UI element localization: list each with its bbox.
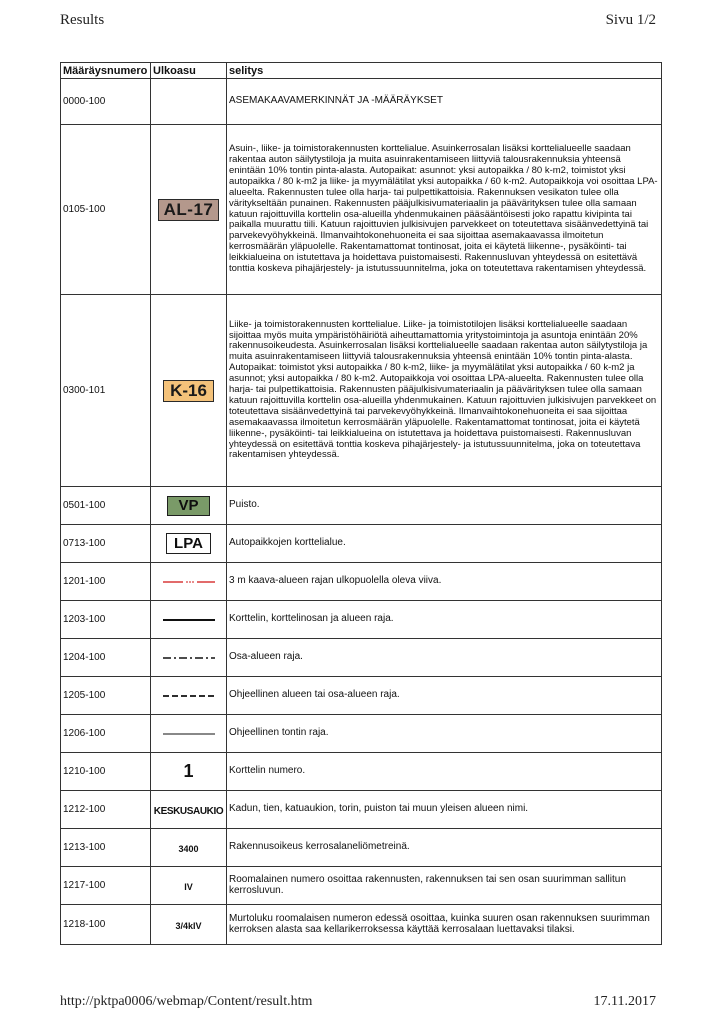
table-row bbox=[61, 601, 662, 639]
table-row bbox=[61, 525, 662, 563]
thin-line-icon bbox=[163, 731, 215, 737]
row-symbol bbox=[151, 905, 227, 945]
table-row bbox=[61, 79, 662, 125]
column-header-description: selitys bbox=[227, 63, 662, 79]
al-17-badge: AL-17 bbox=[158, 199, 220, 221]
row-description: Liike- ja toimistorakennusten korttelialue. Liike- ja toimistotilojen lisäksi korttelialueelle saadaan sijoittaa myös muita ympäristöhäiriötä aiheuttamattomia yritystoimintoja ja asuntoja enintään 20% rakennusoikeudesta. Asuinkerrosalan lisäksi korttelialueelle saadaan rakentaa auton säilytystiloja ja muita asuinrakentamiseen liittyviä talousrakennuksia yhteensä enintään 10% tontin pinta-alasta. Autopaikat: toimistot yksi autopaikka / 80 k-m2, liike- ja myymälätilat yksi autopaikka / 60 k-m2 ja asunnot; yksi autopaikka / 80 k-m2. Autopaikkoja voi osoittaa LPA-alueelta. Rakennusten tulee olla harja- tai pulpettikattoisia. Rakennusten pääjulkisivumateriaalin ja päävärityksen tulee olla samaan katuun rajoittuvilla korttelin osa-alueilla yhdenmukainen. Katuun rajoittuvien julkisivujen parvekkeet on toteutettava sisäänvedettyinä tai parvekevyöhykkeinä. Ilmanvaihtokonehuoneita ei saa sijoittaa asemakaavassa ilmoitetun kerrosmäärän yläpuolelle. Rakentamattomat tontinosat, joita ei käytetä liikenne-, pysäköinti- tai leikkialueina on istutettava ja hoidettava puistomaisesti. Rakennusluvan yhteydessä on esitettävä tonttia koskeva pihajärjestely- ja istutussuunnitelma, joka on toteutettava rakentamisen yhteydessä. bbox=[227, 295, 662, 487]
row-code: 1212-100 bbox=[61, 791, 151, 829]
row-code: 1205-100 bbox=[61, 677, 151, 715]
fraction-numeral-symbol: 3/4kIV bbox=[175, 920, 202, 931]
row-symbol bbox=[151, 295, 227, 487]
row-symbol-empty bbox=[151, 79, 227, 125]
row-symbol bbox=[151, 487, 227, 525]
solid-line-icon bbox=[163, 617, 215, 623]
row-description: Rakennusoikeus kerrosalaneliömetreinä. bbox=[227, 829, 662, 867]
row-code: 1213-100 bbox=[61, 829, 151, 867]
row-symbol bbox=[151, 753, 227, 791]
building-right-symbol: 3400 bbox=[178, 843, 199, 854]
dash-dot-line-icon bbox=[163, 655, 215, 661]
row-description: Asuin-, liike- ja toimistorakennusten korttelialue. Asuinkerrosalan lisäksi korttelialueelle saadaan rakentaa auton säilytystiloja ja muita asuinrakentamiseen liittyviä talousrakennuksia yhteensä enintään 10% tontin pinta-alasta. Autopaikat: asunnot: yksi autopaikka / 80 k-m2, toimistot yksi autopaikka / 80 k-m2 ja liike- ja myymälätilat yksi autopaikka / 60 k-m2. Autopaikkoja voi osoittaa LPA-alueelta. Rakennusten tulee olla harja- tai pulpettikattoisia. Rakennuksen vesikaton tulee olla väritykseltään punainen. Rakennusten pääjulkisivumateriaalin ja päävärityksen tulee olla samaan katuun rajoittuvilla korttelin osa-alueilla yhdenmukainen pääsääntöisesti joko rapattu kivipinta tai paikalla muurattu tiili. Katuun rajoittuvien julkisivujen parvekkeet on toteutettava sisäänvedettyinä tai parvekevyöhykkeinä. Ilmanvaihtokonehuoneita ei saa sijoittaa asemakaavassa ilmoitetun kerrosmäärän yläpuolelle. Rakentamattomat tontinosat, joita ei käytetä liikenne-, pysäköinti- tai leikkialueina on istutettava ja hoidettava puistomaisesti. Rakennusluvan yhteydessä on esitettävä tonttia koskeva pihajärjestely- ja istutussuunnitelma, joka on toteutettava rakentamisen yhteydessä. bbox=[227, 125, 662, 295]
row-symbol bbox=[151, 525, 227, 563]
table-row bbox=[61, 125, 662, 295]
row-description: Roomalainen numero osoittaa rakennusten, rakennuksen tai sen osan suurimman sallitun kerrosluvun. bbox=[227, 867, 662, 905]
row-code: 1206-100 bbox=[61, 715, 151, 753]
dashed-line-icon bbox=[163, 693, 215, 699]
column-header-code: Määräysnumero bbox=[61, 63, 151, 79]
row-symbol bbox=[151, 601, 227, 639]
row-description: 3 m kaava-alueen rajan ulkopuolella oleva viiva. bbox=[227, 563, 662, 601]
vp-badge: VP bbox=[167, 496, 209, 516]
table-row bbox=[61, 829, 662, 867]
table-row bbox=[61, 677, 662, 715]
table-row bbox=[61, 639, 662, 677]
table-row bbox=[61, 867, 662, 905]
row-code: 0501-100 bbox=[61, 487, 151, 525]
row-description: Kadun, tien, katuaukion, torin, puiston tai muun yleisen alueen nimi. bbox=[227, 791, 662, 829]
row-description: Ohjeellinen alueen tai osa-alueen raja. bbox=[227, 677, 662, 715]
table-row bbox=[61, 487, 662, 525]
row-symbol bbox=[151, 125, 227, 295]
row-description: Ohjeellinen tontin raja. bbox=[227, 715, 662, 753]
table-row bbox=[61, 563, 662, 601]
row-symbol bbox=[151, 715, 227, 753]
row-description: Murtoluku roomalaisen numeron edessä osoittaa, kuinka suuren osan rakennuksen suurimman kerroksen alasta saa kellarikerroksessa käyttää kerrosalaan luettavaksi tilaksi. bbox=[227, 905, 662, 945]
row-symbol bbox=[151, 639, 227, 677]
red-dotted-line-icon bbox=[163, 579, 215, 585]
column-header-appearance: Ulkoasu bbox=[151, 63, 227, 79]
row-description: ASEMAKAAVAMERKINNÄT JA -MÄÄRÄYKSET bbox=[227, 79, 662, 125]
lpa-badge: LPA bbox=[166, 533, 211, 554]
table-row bbox=[61, 791, 662, 829]
table-row bbox=[61, 753, 662, 791]
row-code: 1210-100 bbox=[61, 753, 151, 791]
row-code: 0000-100 bbox=[61, 79, 151, 125]
roman-numeral-symbol: IV bbox=[184, 881, 193, 892]
block-number-symbol: 1 bbox=[183, 761, 194, 781]
row-code: 1218-100 bbox=[61, 905, 151, 945]
table-row bbox=[61, 715, 662, 753]
row-code: 1204-100 bbox=[61, 639, 151, 677]
row-code: 0300-101 bbox=[61, 295, 151, 487]
print-date: 17.11.2017 bbox=[593, 994, 656, 1009]
page-url: http://pktpa0006/webmap/Content/result.htm bbox=[60, 994, 313, 1009]
legend-table bbox=[60, 62, 662, 945]
row-code: 1217-100 bbox=[61, 867, 151, 905]
row-description: Osa-alueen raja. bbox=[227, 639, 662, 677]
row-description: Puisto. bbox=[227, 487, 662, 525]
row-code: 0105-100 bbox=[61, 125, 151, 295]
row-description: Autopaikkojen korttelialue. bbox=[227, 525, 662, 563]
header-title: Results bbox=[60, 12, 105, 28]
row-symbol bbox=[151, 829, 227, 867]
k-16-badge: K-16 bbox=[163, 380, 214, 402]
row-description: Korttelin, korttelinosan ja alueen raja. bbox=[227, 601, 662, 639]
page-number: Sivu 1/2 bbox=[605, 12, 656, 28]
table-row bbox=[61, 295, 662, 487]
row-symbol bbox=[151, 867, 227, 905]
table-row bbox=[61, 905, 662, 945]
row-code: 0713-100 bbox=[61, 525, 151, 563]
row-symbol bbox=[151, 677, 227, 715]
row-code: 1201-100 bbox=[61, 563, 151, 601]
row-symbol bbox=[151, 791, 227, 829]
area-name-symbol: KESKUSAUKIO bbox=[153, 805, 224, 817]
row-symbol bbox=[151, 563, 227, 601]
table-header-row bbox=[61, 63, 662, 79]
row-description: Korttelin numero. bbox=[227, 753, 662, 791]
row-code: 1203-100 bbox=[61, 601, 151, 639]
